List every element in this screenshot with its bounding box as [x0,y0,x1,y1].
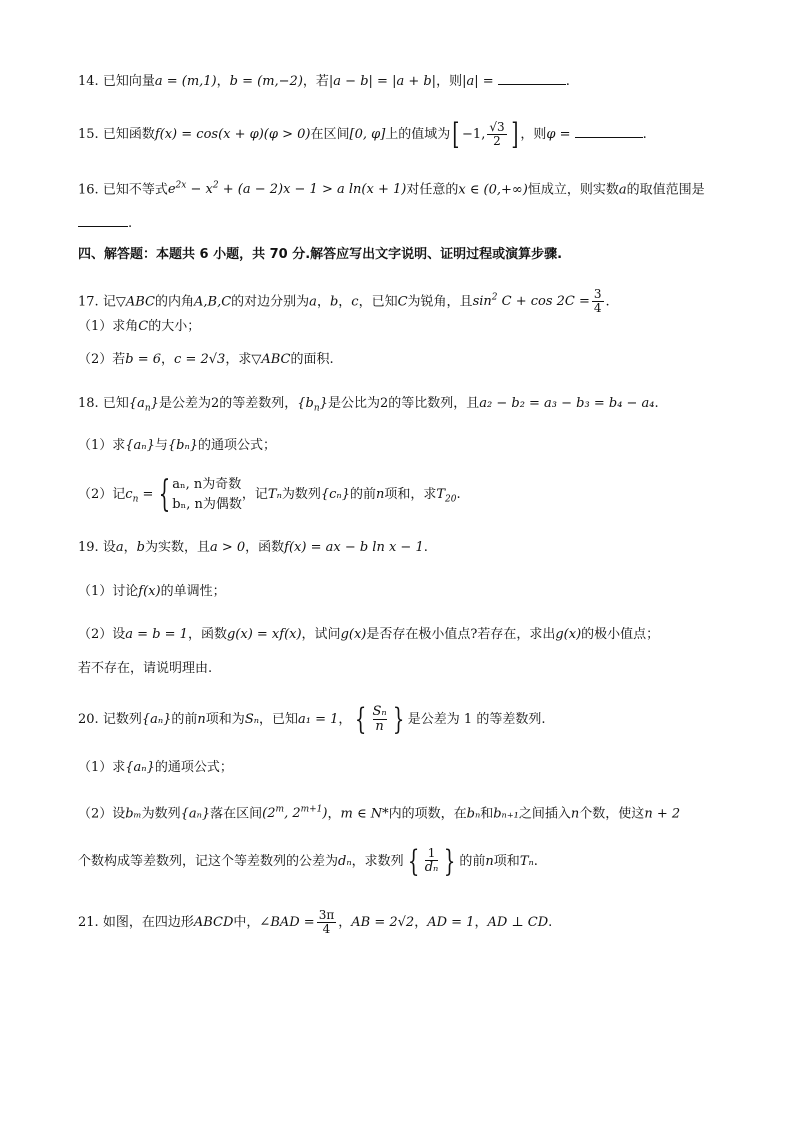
var-c: c [351,294,359,310]
ask: |a| = [462,74,494,89]
ab: AB = 2√2 [351,915,415,930]
ad: AD = 1 [427,915,475,930]
fraction [425,847,439,875]
question-21 [78,903,724,943]
text: （2）若 [78,352,126,367]
seq-a: {aₙ} [125,438,155,453]
text: 的等差数列， [219,396,298,411]
text: 为锐角，且 [407,294,473,310]
case-odd: aₙ, n为奇数 [172,476,242,492]
text: ，记 [241,487,268,502]
text: ，函数 [245,540,285,555]
text: 的大小； [148,319,201,334]
perpendicular: AD ⊥ CD [487,915,549,930]
function: g(x) [555,627,582,642]
c-value: c = 2√3 [174,352,226,367]
numerator: 1 [425,847,439,861]
text: 的通项公式； [198,438,277,453]
text: . [565,74,570,89]
answer-blank[interactable] [575,125,643,138]
denominator: n [375,719,384,734]
m-set: m ∈ N* [340,806,389,822]
question-15 [78,115,724,155]
term: C + cos 2C = [497,294,590,310]
denominator: 2 [493,134,501,148]
text: 设 [102,540,116,555]
brace-left: { [407,843,419,879]
n-plus-2: n + 2 [644,806,681,822]
case-even: bₙ, n为偶数 [172,496,242,512]
text: 如图，在四边形 [102,915,194,930]
numerator: 3 [593,287,602,302]
triangle: ▽ABC [115,294,155,310]
text: 已知 [102,396,129,411]
text: 的通项公式； [154,760,233,775]
eq: = [138,487,154,502]
vector-b: b = (m,−2) [229,74,303,89]
T20 [436,487,457,505]
seq-a: {aₙ} [125,760,155,775]
function: f(x) = cos(x + φ)(φ > 0) [154,127,311,142]
numerator: 3π [318,907,335,922]
text: 的面积. [290,352,334,367]
text: ， [216,74,230,89]
numerator: √3 [489,119,505,134]
e: e [167,182,176,198]
q-number: 21. [78,915,99,930]
text: 的前 [171,712,198,727]
text: 上的值域为 [385,127,451,142]
question-18-part-2 [78,474,724,521]
text: ， [316,294,330,310]
section-4-title: 四、解答题：本题共 6 小题，共 70 分.解答应写出文字说明、证明过程或演算步骤. [78,247,563,262]
subscript: n [132,494,139,505]
seq-b [297,396,328,414]
text: 与 [154,438,168,453]
fraction [373,705,387,735]
subscript: n [313,403,320,414]
seq-b: {bₙ} [167,438,198,453]
text: （1）求 [78,760,126,775]
seq: {b [297,396,314,411]
vector-a: a = (m,1) [154,74,217,89]
subscript: n [144,403,151,414]
var-C: C [138,319,149,334]
subscript: 20 [445,494,457,505]
denominator: 4 [593,301,602,316]
text: . [605,294,610,310]
brace: } [319,396,328,411]
text: 在区间 [310,127,350,142]
question-17-part-2 [78,350,724,370]
bn: bₙ [466,806,481,822]
text: 已知函数 [102,127,155,142]
text: . [456,487,461,502]
text: ，求数列 [351,854,404,869]
var-n: n [570,806,580,822]
exponent: m [275,805,285,815]
question-20-part-1 [78,758,724,778]
text: 的前 [459,854,486,869]
text: 项和 [493,854,520,869]
phi: φ = [546,127,571,142]
term: + (a − 2)x − 1 > a ln(x + 1) [218,182,407,198]
text: 的单调性； [160,584,226,599]
answer-blank[interactable] [498,72,566,85]
text: 为数列 [281,487,321,502]
text: ， [414,915,428,930]
brace-right: } [444,843,456,879]
bracket-right: ] [510,116,518,152]
text: 的极小值点； [581,627,660,642]
var-n: n [197,712,206,727]
q-number: 19. [78,540,99,555]
text: . [533,854,538,869]
q-number: 15. [78,127,99,142]
interval-mid: , 2 [284,806,301,822]
text: ， [161,352,175,367]
text: ， [338,294,352,310]
cases [172,475,242,515]
var-a: a [618,182,627,198]
angles: A,B,C [194,294,232,310]
question-19-part-2 [78,625,724,645]
text: （1）求 [78,438,126,453]
brace-left: { [355,701,367,737]
term: − x [186,182,213,198]
condition: a > 0 [209,540,246,555]
text: ，已知 [358,294,398,310]
text: ， [123,540,137,555]
text: 记数列 [102,712,142,727]
answer-blank[interactable] [78,214,128,227]
text: 已知不等式 [102,182,168,198]
text: ， [338,915,352,930]
fraction [487,121,506,148]
interval [262,806,327,821]
range-left: −1, [462,127,486,142]
text: 已知向量 [102,74,155,89]
text: ， [338,712,352,727]
brace-left: { [159,473,171,515]
equation: a₂ − b₂ = a₃ − b₃ = b₄ − a₄ [479,396,655,411]
q-number: 18. [78,396,99,411]
text: ，求 [225,352,252,367]
q-number: 17. [78,294,99,310]
triangle: ▽ABC [251,352,291,367]
bracket-left: [ [452,116,460,152]
Tn: Tₙ [267,487,282,502]
domain: x ∈ (0,+∞) [458,182,528,198]
seq-a: {aₙ} [141,712,172,727]
function: g(x) [340,627,367,642]
question-20-part-2-cont [78,840,724,884]
c: c [125,487,133,502]
bm: bₘ [125,806,142,822]
text: （2）记 [78,487,126,502]
Sn: Sₙ [244,712,259,727]
text: ，则 [436,74,463,89]
text: 是公差为 1 的等差数列. [407,712,546,727]
text: 中， [233,915,260,930]
seq-a [128,396,159,414]
text: 落在区间 [210,806,263,822]
question-20-part-2 [78,800,724,824]
text: ， [327,806,341,822]
exponent: 2 [491,293,498,303]
text: （2）设 [78,627,126,642]
text: 个数构成等差数列，记这个等差数列的公差为 [78,854,339,869]
text: 恒成立，则实数 [527,182,619,198]
seq-a: {aₙ} [180,806,211,822]
text: ，若 [302,74,329,89]
text: 和 [480,806,494,822]
text: ，则 [520,127,547,142]
interval-start: (2 [262,806,276,822]
text: 是公比为 [327,396,380,411]
question-17-part-1 [78,317,724,337]
text: ，试问 [301,627,341,642]
q-number: 20. [78,712,99,727]
text: （1）求角 [78,319,139,334]
var-a: a [115,540,124,555]
var-n: n [375,487,385,502]
var-a: a [309,294,317,310]
angle: ∠BAD = [259,915,315,930]
q-number: 14. [78,74,99,89]
text: 是公差为 [158,396,211,411]
question-20 [78,700,724,740]
function: f(x) [138,584,161,599]
exponent: m+1 [300,805,323,815]
sin: sin [472,294,492,310]
text: （1）讨论 [78,584,139,599]
Tn: Tₙ [519,854,534,869]
text: 的前 [349,487,376,502]
numerator: Sₙ [372,703,387,719]
quadrilateral: ABCD [193,915,234,930]
question-18 [78,394,724,419]
text: （2）设 [78,806,126,822]
question-19-part-1 [78,582,724,602]
text: 项和，求 [384,487,437,502]
dn: dₙ [338,854,352,869]
question-19-part-2-cont: 若不存在，请说明理由. [78,661,213,676]
text: 内的项数，在 [388,806,467,822]
cn [125,487,154,505]
interval-end: ) [322,806,328,822]
text: 个数，使这 [579,806,645,822]
b-value: b = 6 [125,352,162,367]
function: g(x) = xf(x) [226,627,302,642]
question-14 [78,72,724,92]
text: 为实数，且 [144,540,210,555]
exponent: 2 [212,181,219,191]
var-C: C [397,294,408,310]
var-b: b [136,540,145,555]
text: ， [474,915,488,930]
text: . [128,216,133,231]
fraction [592,288,604,315]
seq-c: {cₙ} [320,487,350,502]
seq: {a [128,396,145,411]
exponent: 2x [175,181,187,191]
question-16-blank-line [78,214,724,234]
question-19 [78,538,724,558]
ratio: 2 [379,396,389,411]
text: . [654,396,659,411]
T: T [436,487,446,502]
question-16 [78,176,724,200]
text: 是否存在极小值点?若存在，求出 [366,627,556,642]
text: 的取值范围是 [626,182,705,198]
interval: [0, φ] [349,127,386,142]
a1: a₁ = 1 [298,712,339,727]
equation [473,294,590,309]
text: ，函数 [187,627,227,642]
text: 的内角 [154,294,194,310]
text: . [548,915,553,930]
text: 为数列 [141,806,181,822]
q-number: 16. [78,182,99,198]
text: ，已知 [259,712,299,727]
var-b: b [329,294,339,310]
condition: |a − b| = |a + b| [328,74,437,89]
question-18-part-1 [78,436,724,456]
text: 的对边分别为 [231,294,310,310]
text: 之间插入 [518,806,571,822]
bn1: bₙ₊₁ [493,806,519,822]
fraction [317,909,337,936]
denominator: 4 [322,922,331,936]
text: 对任意的 [406,182,459,198]
diff: 2 [210,396,220,411]
function: f(x) = ax − b ln x − 1 [284,540,424,555]
brace-right: } [392,701,404,737]
text: 项和为 [205,712,245,727]
text: 的等比数列，且 [388,396,480,411]
denominator: dₙ [424,860,439,876]
text: . [423,540,428,555]
text: . [642,127,647,142]
text: 记 [102,294,116,310]
condition: a = b = 1 [125,627,188,642]
brace: } [150,396,159,411]
var-n: n [485,854,494,869]
inequality [168,182,406,197]
question-17 [78,280,724,320]
